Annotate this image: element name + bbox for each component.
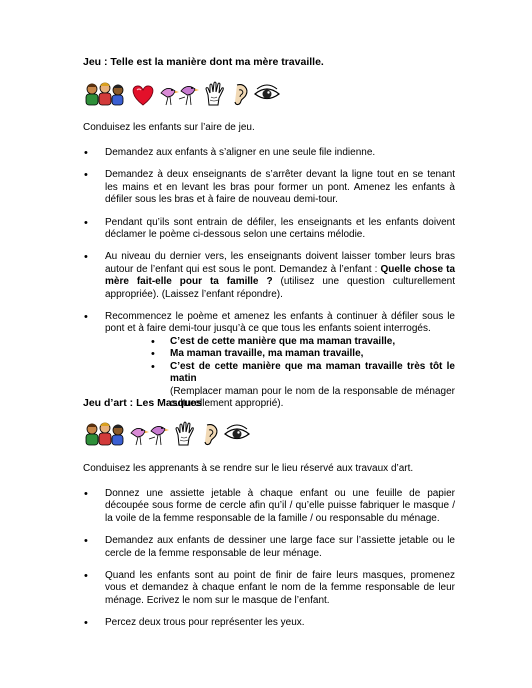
list-item: • Demandez aux enfants de dessiner une large face sur l’assiette jetable ou le cercle de la femme responsable de leur ménage. — [83, 535, 455, 560]
hand-icon — [203, 81, 227, 107]
list-item: • Donnez une assiette jetable à chaque enfant ou une feuille de papier découpée sous forme de cercle afin qu’il / qu’elle puisse fabriquer le masque / la voile de la femme responsable de la famille / ou responsable du ménage. — [83, 488, 455, 525]
art-instructions-list — [83, 488, 455, 630]
children-group-icon — [83, 421, 127, 447]
hand-icon — [173, 421, 197, 447]
poem-line: • C’est de cette manière que ma maman travaille, — [151, 336, 455, 348]
section-title-art: Jeu d’art : Les Masques — [83, 397, 203, 409]
poem-note: (Remplacer maman pour le nom de la responsable de ménager culturellement approprié). — [170, 385, 455, 409]
intro-text: Conduisez les enfants sur l’aire de jeu. — [83, 122, 255, 133]
list-item: • Au niveau du dernier vers, les enseignants doivent laisser tomber leurs bras autour de l’enfant qui est sous le pont. Demandez à l’enfant : Quelle chose ta mère fait-elle pour ta famille ? (utilisez une question culturellement appropriée). (Laissez l’enfant répondre). — [83, 251, 455, 301]
game-instructions-list — [83, 147, 455, 410]
ear-icon — [199, 421, 221, 447]
section-title-game: Jeu : Telle est la manière dont ma mère travaille. — [83, 56, 324, 68]
eye-icon — [253, 81, 281, 107]
heart-icon — [129, 81, 157, 107]
ear-icon — [229, 81, 251, 107]
activity-icons-row — [83, 80, 281, 108]
poem-line: • Ma maman travaille, ma maman travaille, — [151, 348, 455, 360]
birds-icon — [129, 421, 171, 447]
birds-icon — [159, 81, 201, 107]
poem-line: • C’est de cette manière que ma maman travaille très tôt le matin — [151, 361, 455, 386]
list-item: • Demandez à deux enseignants de s’arrêter devant la ligne tout en se tenant les mains et en levant les bras pour former un pont. Amenez les enfants à défiler sous les bras et à faire de nouveau demi-tour. — [83, 169, 455, 206]
list-item: • Percez deux trous pour représenter les yeux. — [83, 617, 455, 629]
poem-list — [105, 336, 455, 386]
list-item: • Demandez aux enfants à s’aligner en une seule file indienne. — [83, 147, 455, 159]
list-item: • Recommencez le poème et amenez les enfants à continuer à défiler sous le pont et à faire demi-tour jusqu’à ce que tous les enfants soient interrogés. • C’est de cette manière que ma maman travaille, • Ma maman travaille, ma maman travaille, • C’est de cette manière que ma maman travaille très tôt le matin (Remplacer maman pour le nom de la responsable de ménager culturellement approprié). — [83, 311, 455, 410]
question-text: Quelle chose ta mère fait-elle pour ta famille ? — [105, 263, 456, 288]
list-item: • Quand les enfants sont au point de finir de faire leurs masques, promenez vous et demandez à chaque enfant le nom de la femme responsable de leur ménage. Ecrivez le nom sur le masque de l’enfant. — [83, 570, 455, 607]
eye-icon — [223, 421, 251, 447]
children-group-icon — [83, 81, 127, 107]
list-item: • Pendant qu’ils sont entrain de défiler, les enseignants et les enfants doivent déclamer le poème ci-dessous selon une certains mélodie. — [83, 217, 455, 242]
art-icons-row — [83, 420, 251, 448]
art-intro-text: Conduisez les apprenants à se rendre sur le lieu réservé aux travaux d’art. — [83, 463, 414, 474]
